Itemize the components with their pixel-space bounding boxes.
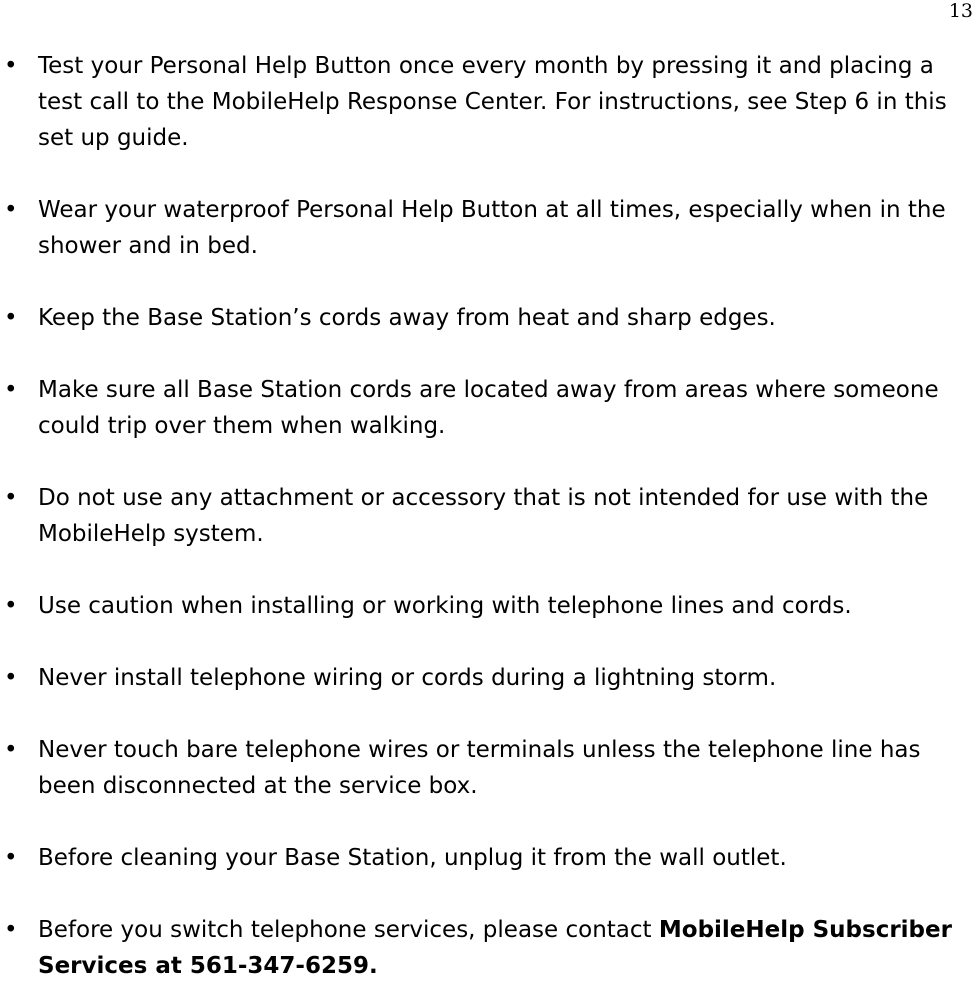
list-item	[0, 48, 973, 156]
list-item	[0, 192, 973, 264]
list-item-text: Never touch bare telephone wires or terminals unless the telephone line has been disconnected at the service box.	[38, 737, 921, 799]
bullet-icon: •	[4, 305, 18, 331]
bullet-icon: •	[4, 665, 18, 691]
list-item-text: Use caution when installing or working with telephone lines and cords.	[38, 593, 852, 619]
page-number: 13	[948, 0, 973, 22]
list-item-text: Before cleaning your Base Station, unplug it from the wall outlet.	[38, 845, 787, 871]
bullet-icon: •	[4, 845, 18, 871]
bullet-icon: •	[4, 737, 18, 763]
list-item	[0, 732, 973, 804]
list-item	[0, 588, 973, 624]
list-item-text: Wear your waterproof Personal Help Button at all times, especially when in the shower and in bed.	[38, 197, 946, 259]
list-item-text: Test your Personal Help Button once every month by pressing it and placing a test call to the MobileHelp Response Center. For instructions, see Step 6 in this set up guide.	[38, 53, 947, 151]
bullet-icon: •	[4, 485, 18, 511]
list-item	[0, 372, 973, 444]
bullet-icon: •	[4, 593, 18, 619]
safety-tips-list	[0, 48, 973, 984]
list-item-text: Do not use any attachment or accessory that is not intended for use with the MobileHelp system.	[38, 485, 929, 547]
subscriber-services-contact: MobileHelp Subscriber Services at 561-347-6259.	[38, 917, 952, 979]
bullet-icon: •	[4, 53, 18, 79]
list-item	[0, 912, 973, 984]
list-item	[0, 660, 973, 696]
list-item	[0, 840, 973, 876]
bullet-icon: •	[4, 197, 18, 223]
list-item-text: Keep the Base Station’s cords away from heat and sharp edges.	[38, 305, 776, 331]
list-item-text: Make sure all Base Station cords are located away from areas where someone could trip over them when walking.	[38, 377, 939, 439]
bullet-icon: •	[4, 917, 18, 943]
bullet-icon: •	[4, 377, 18, 403]
list-item-text: Before you switch telephone services, please contact	[38, 917, 659, 943]
list-item	[0, 480, 973, 552]
list-item	[0, 300, 973, 336]
list-item-text: Never install telephone wiring or cords during a lightning storm.	[38, 665, 777, 691]
